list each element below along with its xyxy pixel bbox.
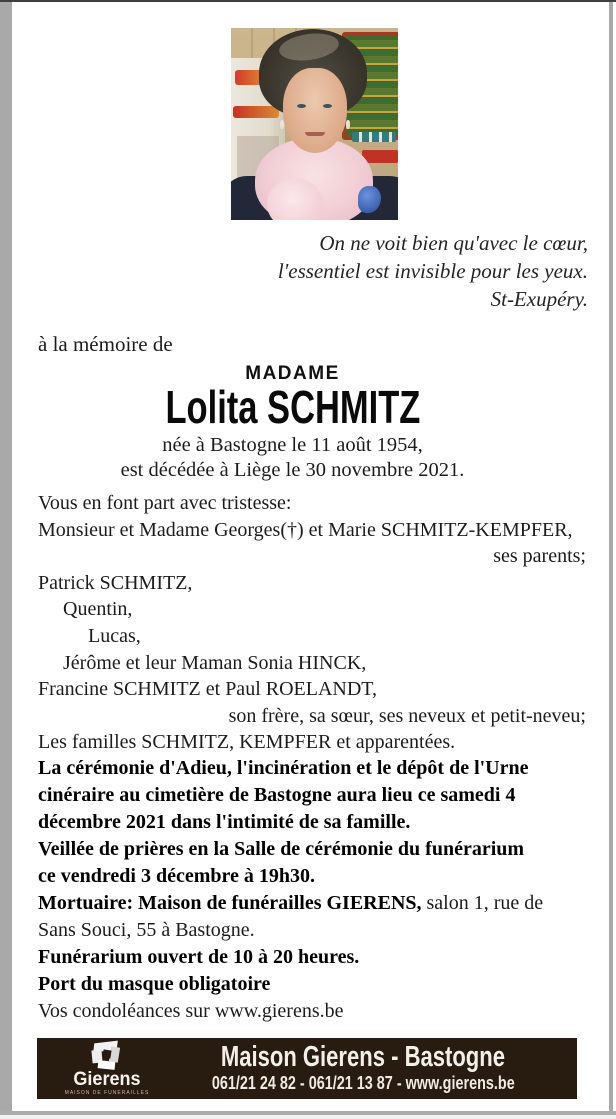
family-line: Francine SCHMITZ et Paul ROELANDT,	[38, 678, 378, 701]
ceremony-line: décembre 2021 dans l'intimité de sa famille.	[38, 811, 411, 833]
logo-shape	[102, 1049, 111, 1058]
deceased-name-text: Lolita SCHMITZ	[165, 381, 420, 433]
photo-earring-left	[280, 120, 284, 129]
left-margin	[0, 2, 12, 1111]
banner-contact-text: 061/21 24 82 - 061/21 13 87 - www.gierens.be	[211, 1073, 515, 1093]
quote-line: l'essentiel est invisible pour les yeux.	[277, 259, 588, 283]
ceremony-details	[38, 755, 590, 1025]
condolences-line: Vos condoléances sur www.gierens.be	[38, 1000, 344, 1022]
family-line: Patrick SCHMITZ,	[38, 571, 193, 594]
vigil-line: Veillée de prières en la Salle de cérémonie du funérarium	[38, 838, 525, 860]
family-line: Vous en font part avec tristesse:	[38, 492, 292, 514]
banner-text	[155, 1042, 571, 1094]
funeral-home-banner	[37, 1038, 577, 1099]
ceremony-line: La cérémonie d'Adieu, l'incinération et le dépôt de l'Urne	[38, 757, 529, 779]
photo-cooler-label2	[233, 106, 279, 118]
gierens-logo	[51, 1040, 163, 1098]
photo-machine-dots	[352, 132, 396, 142]
mortuary-bold: Mortuaire: Maison de funérailles GIERENS,	[38, 892, 422, 914]
quote-line: On ne voit bien qu'avec le cœur,	[319, 231, 588, 255]
ceremony-line: cinéraire au cimetière de Bastogne aura lieu ce samedi 4	[38, 784, 516, 806]
announcement-card	[12, 2, 609, 1111]
mortuary-rest: salon 1, rue de	[421, 892, 544, 914]
photo-eye-right	[323, 104, 332, 108]
family-line: Quentin,	[63, 598, 133, 621]
mortuary-address: Sans Souci, 55 à Bastogne.	[38, 919, 255, 941]
family-line: Monsieur et Madame Georges(†) et Marie SCHMITZ-KEMPFER,	[38, 518, 573, 541]
quote-author: St-Exupéry.	[490, 287, 588, 311]
banner-contact	[155, 1072, 571, 1094]
logo-tagline: MAISON DE FUNERAILLES	[64, 1090, 150, 1096]
family-relation: son frère, sa sœur, ses neveux et petit-neveu;	[228, 704, 586, 727]
below-border	[0, 1115, 616, 1119]
family-line: Les familles SCHMITZ, KEMPFER et apparentées.	[38, 731, 456, 754]
gierens-logo-icon	[91, 1042, 123, 1070]
logo-wordmark: Gierens	[73, 1069, 141, 1090]
birth-line: née à Bastogne le 11 août 1954,	[162, 434, 423, 456]
family-line: Lucas,	[88, 624, 141, 647]
honorific-title: MADAME	[245, 363, 340, 384]
death-line: est décédée à Liège le 30 novembre 2021.	[120, 459, 465, 481]
photo-eye-left	[297, 104, 306, 108]
deceased-name	[20, 383, 565, 431]
portrait-photo	[231, 28, 398, 220]
photo-mouth	[305, 132, 325, 136]
opening-hours: Funérarium ouvert de 10 à 20 heures.	[38, 946, 360, 968]
photo-earring-right	[346, 120, 350, 129]
vigil-line: ce vendredi 3 décembre à 19h30.	[38, 865, 316, 887]
photo-face	[283, 68, 347, 153]
mask-notice: Port du masque obligatoire	[38, 973, 271, 995]
right-margin	[609, 2, 613, 1111]
quote	[278, 229, 588, 313]
family-relation: ses parents;	[493, 545, 586, 568]
memorial-intro: à la mémoire de	[38, 332, 173, 356]
banner-title: Maison Gierens - Bastogne	[220, 1041, 506, 1073]
family-line: Jérôme et leur Maman Sonia HINCK,	[63, 651, 367, 674]
family-list	[38, 490, 586, 756]
mortuary-line	[38, 890, 590, 917]
